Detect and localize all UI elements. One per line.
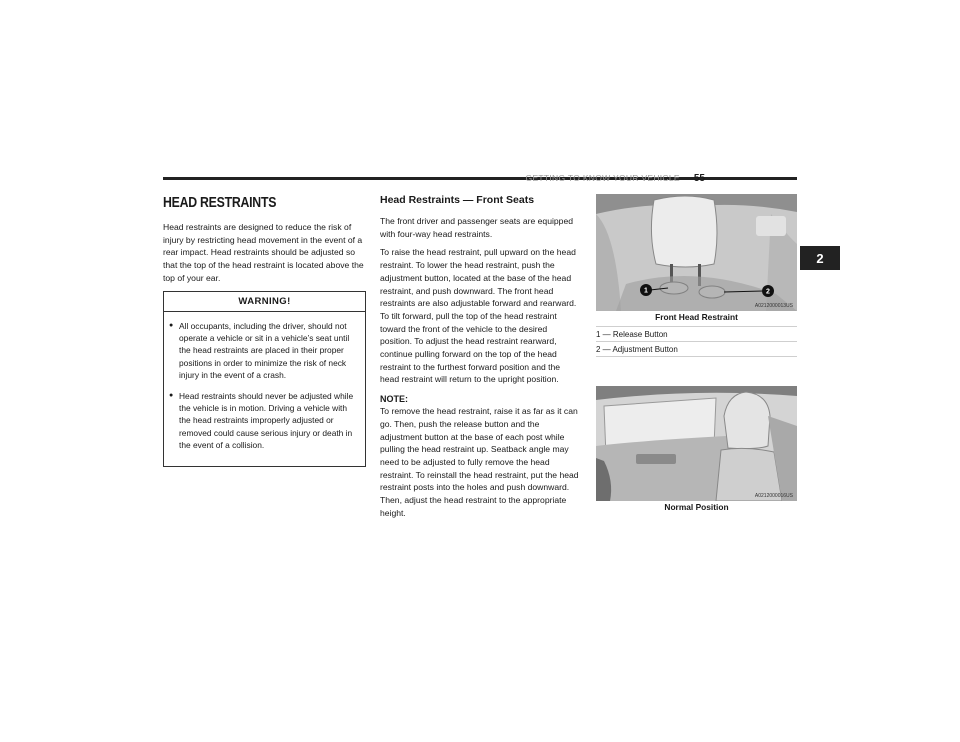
warning-list [164,312,365,466]
legend-item: 2 — Adjustment Button [596,341,797,357]
warning-item [169,390,355,452]
body-paragraph: To raise the head restraint, pull upward on the head restraint. To lower the head restraint, push the adjustment button, located at the base of the head restraint, and push downward. The front head restraints are also adjustable forward and rearward. To tilt forward, pull the top of the head restraint toward the front of the vehicle to the desired position. To adjust the head restraint rearward, continue pulling forward on the top of the head restraint to the furthest forward position and the head restraint will return to the upright position. [380,247,577,385]
callout-1-label: 1 [644,287,648,295]
head-restraint-illustration [596,194,797,311]
note-label: NOTE: [380,394,408,405]
warning-box [163,291,366,467]
section-name: GETTING TO KNOW YOUR VEHICLE [525,173,680,183]
right-column [596,194,797,513]
intro-paragraph: Head restraints are designed to reduce the risk of injury by restricting head movement in the event of a rear impact. Head restraints should be adjusted so that the top of the head restraint is located above the top of your ear. [163,222,364,283]
page-number: 55 [693,172,705,184]
body-paragraph: The front driver and passenger seats are equipped with four-way head restraints. [380,216,574,239]
front-head-restraint-figure [596,194,797,311]
figure-code: A0212000013US [754,303,793,309]
warning-item-text: Head restraints should never be adjusted while the vehicle is in motion. Driving a vehicle with the head restraints improperly adjusted or removed could cause serious injury or death in the event of a collision. [179,390,354,451]
running-header [526,171,705,185]
left-column [163,194,366,467]
warning-item [169,320,355,382]
normal-position-illustration [596,386,797,501]
normal-position-figure [596,386,797,501]
section-title: HEAD RESTRAINTS [163,194,277,211]
legend-item: 1 — Release Button [596,326,797,341]
figure-code: A0212000016US [754,493,793,499]
note-text: To remove the head restraint, raise it as far as it can go. Then, push the release button and the adjustment button at the base of each post while pulling the head restraint up. Seatback angle may need to be adjusted to fully remove the head restraint. To reinstall the head restraint, put the head restraint posts into the holes and push downward. Then, adjust the head restraint to the appropriate height. [380,406,579,518]
middle-column [380,194,580,525]
subsection-title: Head Restraints — Front Seats [380,194,535,206]
warning-title: WARNING! [164,292,365,312]
figure-legend [596,326,797,357]
figure-caption: Normal Position [664,502,729,512]
figure-caption: Front Head Restraint [655,312,738,322]
warning-item-text: All occupants, including the driver, should not operate a vehicle or sit in a vehicle’s seat until the head restraints are placed in their proper positions in order to minimize the risk of neck injury in the event of a crash. [179,320,350,381]
bullet-icon: ● [169,321,174,329]
bullet-icon: ● [169,391,174,399]
chapter-tab: 2 [800,246,840,270]
callout-2-label: 2 [766,288,770,296]
